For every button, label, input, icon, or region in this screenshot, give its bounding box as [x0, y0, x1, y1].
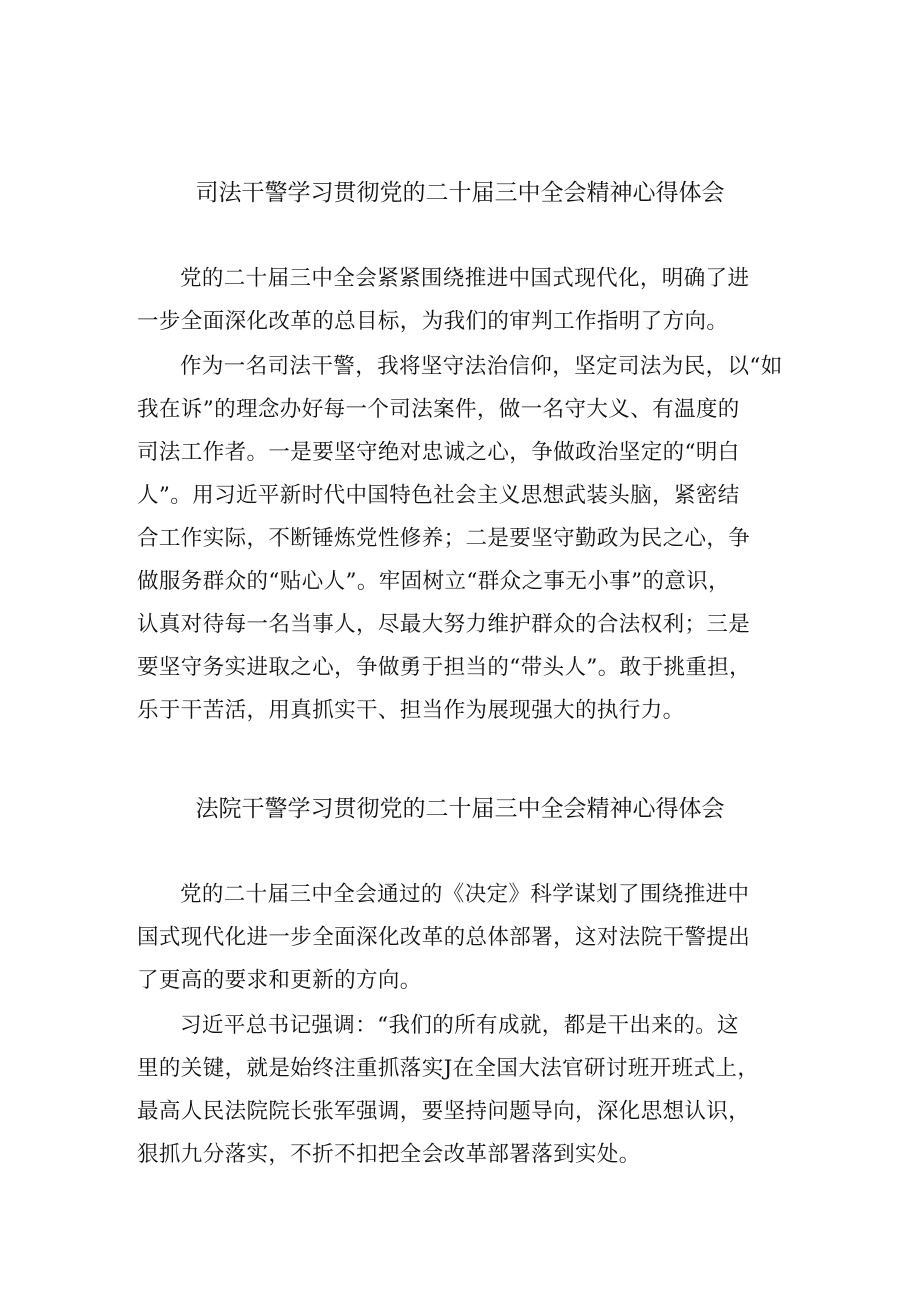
paragraph-line: 认真对待每一名当事人，尽最大努力维护群众的合法权利；三是 [137, 612, 751, 637]
paragraph-line: 党的二十届三中全会紧紧围绕推进中国式现代化，明确了进 [180, 266, 750, 291]
paragraph [137, 873, 797, 1002]
paragraph-line: 最高人民法院院长张军强调，要坚持问题导向，深化思想认识， [137, 1099, 751, 1124]
paragraph-line: 国式现代化进一步全面深化改革的总体部署，这对法院干警提出 [137, 925, 751, 950]
paragraph-line: 里的关键，就是始终注重抓落实J在全国大法官研讨班开班式上， [137, 1056, 760, 1081]
paragraph-line: 我在诉”的理念办好每一个司法案件，做一名守大义、有温度的 [137, 397, 740, 422]
paragraph-line: 一步全面深化改革的总目标，为我们的审判工作指明了方向。 [137, 309, 729, 334]
paragraph [137, 1004, 797, 1176]
paragraph-line: 要坚守务实进取之心，争做勇于担当的“带头人”。敢于挑重担， [137, 655, 752, 680]
paragraph-line: 党的二十届三中全会通过的《决定》科学谋划了围绕推进中 [180, 882, 750, 907]
paragraph-line: 狠抓九分落实，不折不扣把全会改革部署落到实处。 [137, 1142, 641, 1167]
paragraph [137, 345, 797, 732]
paragraph [137, 257, 797, 343]
paragraph-line: 作为一名司法干警，我将坚守法治信仰，坚定司法为民，以“如 [180, 354, 783, 379]
section-title: 司法干警学习贯彻党的二十届三中全会精神心得体会 [195, 180, 725, 206]
paragraph-line: 合工作实际，不断锤炼党性修养；二是要坚守勤政为民之心，争 [137, 526, 751, 551]
paragraph-line: 习近平总书记强调：“我们的所有成就，都是干出来的。这 [180, 1013, 739, 1038]
paragraph-line: 乐于干苦活，用真抓实干、担当作为展现强大的执行力。 [137, 698, 685, 723]
section-title: 法院干警学习贯彻党的二十届三中全会精神心得体会 [195, 796, 725, 822]
paragraph-line: 司法工作者。一是要坚守绝对忠诚之心，争做政治坚定的“明白 [137, 440, 740, 465]
paragraph-line: 人”。用习近平新时代中国特色社会主义思想武装头脑，紧密结 [137, 483, 740, 508]
paragraph-line: 了更高的要求和更新的方向。 [137, 968, 422, 993]
paragraph-line: 做服务群众的“贴心人”。牢固树立“群众之事无小事”的意识， [137, 569, 731, 594]
